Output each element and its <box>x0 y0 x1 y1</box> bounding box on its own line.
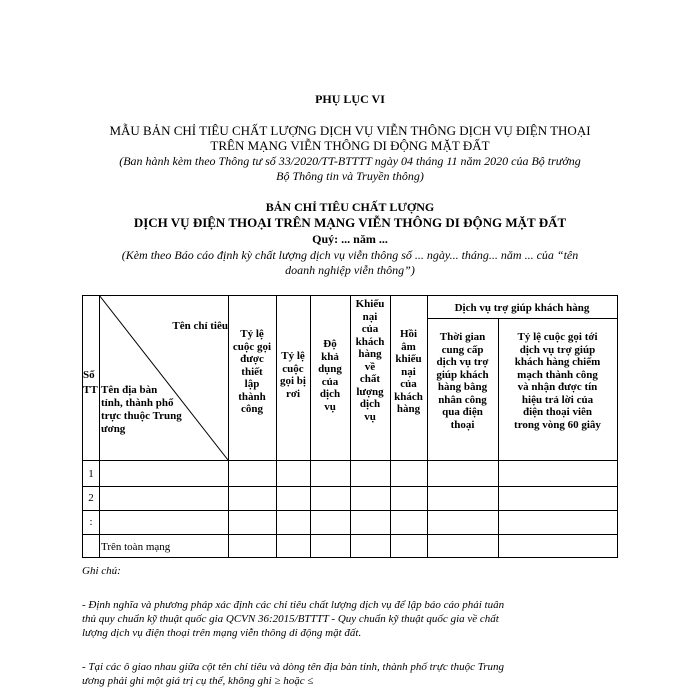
support-time-line6: nhân công <box>438 393 487 406</box>
complaints-line8: lượng <box>356 385 384 398</box>
call-drop-line3: gọi bị <box>280 375 306 387</box>
group-header-customer-support: Dịch vụ trợ giúp khách hàng <box>454 302 590 314</box>
availability-line2: khả <box>321 350 339 363</box>
availability-line6: vụ <box>324 400 336 413</box>
row-number: 2 <box>88 492 94 504</box>
notes-heading: Ghi chú: <box>82 565 121 577</box>
call-success-line5: lập <box>244 378 260 390</box>
call-drop-line1: Tỷ lệ <box>281 350 305 362</box>
support-time-line3: dịch vụ trợ <box>436 356 489 368</box>
availability-line5: dịch <box>319 388 341 400</box>
province-label-line4: ương <box>101 423 126 435</box>
complaints-line5: hàng <box>358 348 382 360</box>
province-label-line1: Tên địa bàn <box>101 384 158 396</box>
reply-line6: khách <box>394 390 423 403</box>
col-header-support-time <box>427 331 498 431</box>
col-header-call-success <box>228 328 276 416</box>
support-rate-line3: khách hàng chiếm <box>514 356 601 368</box>
attached-note-line2: doanh nghiệp viễn thông”) <box>285 263 415 277</box>
support-time-line5: hàng bằng <box>437 381 488 393</box>
complaints-line6: về <box>364 360 376 373</box>
attached-note-line1: (Kèm theo Báo cáo định kỳ chất lượng dịch vụ viễn thông số ... ngày... tháng... năm ... của “tên <box>121 248 579 262</box>
support-rate-line6: hiệu trả lời của <box>521 393 594 406</box>
reply-line2: âm <box>401 340 416 353</box>
period-line: Quý: ... năm ... <box>312 232 388 246</box>
appendix-heading: PHỤ LỤC VI <box>315 92 385 106</box>
table-border-bottom <box>82 557 618 558</box>
support-group-divider <box>427 318 618 319</box>
reply-line3: khiếu <box>395 353 422 365</box>
call-drop-line4: rơi <box>285 387 301 400</box>
support-time-line7: qua điện <box>442 406 483 418</box>
call-success-line7: công <box>241 403 263 415</box>
col-header-availability <box>310 338 350 413</box>
note1-line2: thủ quy chuẩn kỹ thuật quốc gia QCVN 36:2015/BTTTT - Quy chuẩn kỹ thuật quốc gia về chất <box>82 613 499 625</box>
availability-line4: của <box>321 375 339 388</box>
support-time-line1: Thời gian <box>439 331 486 343</box>
complaints-line2: nại <box>362 310 378 323</box>
col-header-complaint-reply <box>390 328 427 416</box>
reply-line7: hàng <box>396 403 421 415</box>
reply-line1: Hồi <box>399 328 418 340</box>
complaints-line1: Khiếu <box>355 298 385 310</box>
call-drop-line2: cuộc <box>282 362 304 375</box>
support-rate-line7: điện thoại viên <box>522 406 593 418</box>
complaints-line3: của <box>361 323 379 335</box>
col-header-no-line1: Số <box>83 369 95 381</box>
note1-line3: lượng dịch vụ điện thoại trên mạng viễn thông di động mặt đất. <box>82 627 362 639</box>
support-rate-line4: mạch thành công <box>517 368 598 381</box>
row-number: : <box>89 516 93 528</box>
complaints-line7: chất <box>359 373 381 385</box>
complaints-line9: dịch <box>359 398 381 410</box>
form-title-line2: TRÊN MẠNG VIỄN THÔNG DI ĐỘNG MẶT ĐẤT <box>210 138 490 153</box>
call-success-line3: được <box>240 353 264 365</box>
col-divider-4 <box>310 295 311 557</box>
row-header-province <box>101 384 226 436</box>
note2-line1: - Tại các ô giao nhau giữa cột tên chỉ tiêu và dòng tên địa bàn tỉnh, thành phố trực thuộc Trung <box>82 661 505 673</box>
complaints-line4: khách <box>355 335 385 348</box>
support-rate-line2: dịch vụ trợ giúp <box>519 343 596 356</box>
availability-line1: Độ <box>323 338 337 350</box>
col-header-complaints <box>350 298 390 423</box>
col-divider-3 <box>276 295 277 557</box>
col-header-support-rate <box>498 331 617 431</box>
support-rate-line5: và nhận được tín <box>517 381 598 393</box>
col-header-call-drop <box>276 350 310 400</box>
report-title-line2: DỊCH VỤ ĐIỆN THOẠI TRÊN MẠNG VIỄN THÔNG DI ĐỘNG MẶT ĐẤT <box>133 215 567 230</box>
col-header-indicator: Tên chỉ tiêu <box>172 320 228 332</box>
support-rate-line1: Tỷ lệ cuộc gọi tới <box>517 331 598 343</box>
province-label-line2: tỉnh, thành phố <box>101 397 174 409</box>
availability-line3: dụng <box>318 363 342 375</box>
call-success-line6: thành <box>238 390 266 403</box>
report-title-line1: BẢN CHỈ TIÊU CHẤT LƯỢNG <box>265 200 435 214</box>
note2-line2: ương phải ghi một giá trị cụ thể, không ghi ≥ hoặc ≤ <box>82 675 314 687</box>
complaints-line10: vụ <box>364 410 376 423</box>
col-header-no-line2: TT <box>83 384 98 396</box>
support-time-line4: giúp khách <box>436 368 489 381</box>
table-border-right <box>617 295 618 557</box>
issued-note-line1: (Ban hành kèm theo Thông tư số 33/2020/TT-BTTTT ngày 04 tháng 11 năm 2020 của Bộ trưởng <box>119 154 581 168</box>
row-number: 1 <box>88 468 94 480</box>
reply-line4: nại <box>401 365 416 378</box>
reply-line5: của <box>400 378 417 390</box>
province-label-line3: trực thuộc Trung <box>101 410 182 422</box>
call-success-line2: cuộc gọi <box>232 340 272 353</box>
support-time-line2: cung cấp <box>441 343 484 356</box>
note1-line1: - Định nghĩa và phương pháp xác định các chỉ tiêu chất lượng dịch vụ để lập báo cáo phải tuân <box>82 599 505 611</box>
support-rate-line8: trong vòng 60 giây <box>514 418 601 431</box>
issued-note-line2: Bộ Thông tin và Truyền thông) <box>276 169 424 183</box>
call-success-line1: Tỷ lệ <box>240 328 264 340</box>
total-row-label: Trên toàn mạng <box>101 541 171 553</box>
col-header-no <box>83 368 99 398</box>
form-title-line1: MẪU BẢN CHỈ TIÊU CHẤT LƯỢNG DỊCH VỤ VIỄN THÔNG DỊCH VỤ ĐIỆN THOẠI <box>109 123 591 138</box>
support-time-line8: thoại <box>450 418 475 431</box>
call-success-line4: thiết <box>241 365 263 378</box>
